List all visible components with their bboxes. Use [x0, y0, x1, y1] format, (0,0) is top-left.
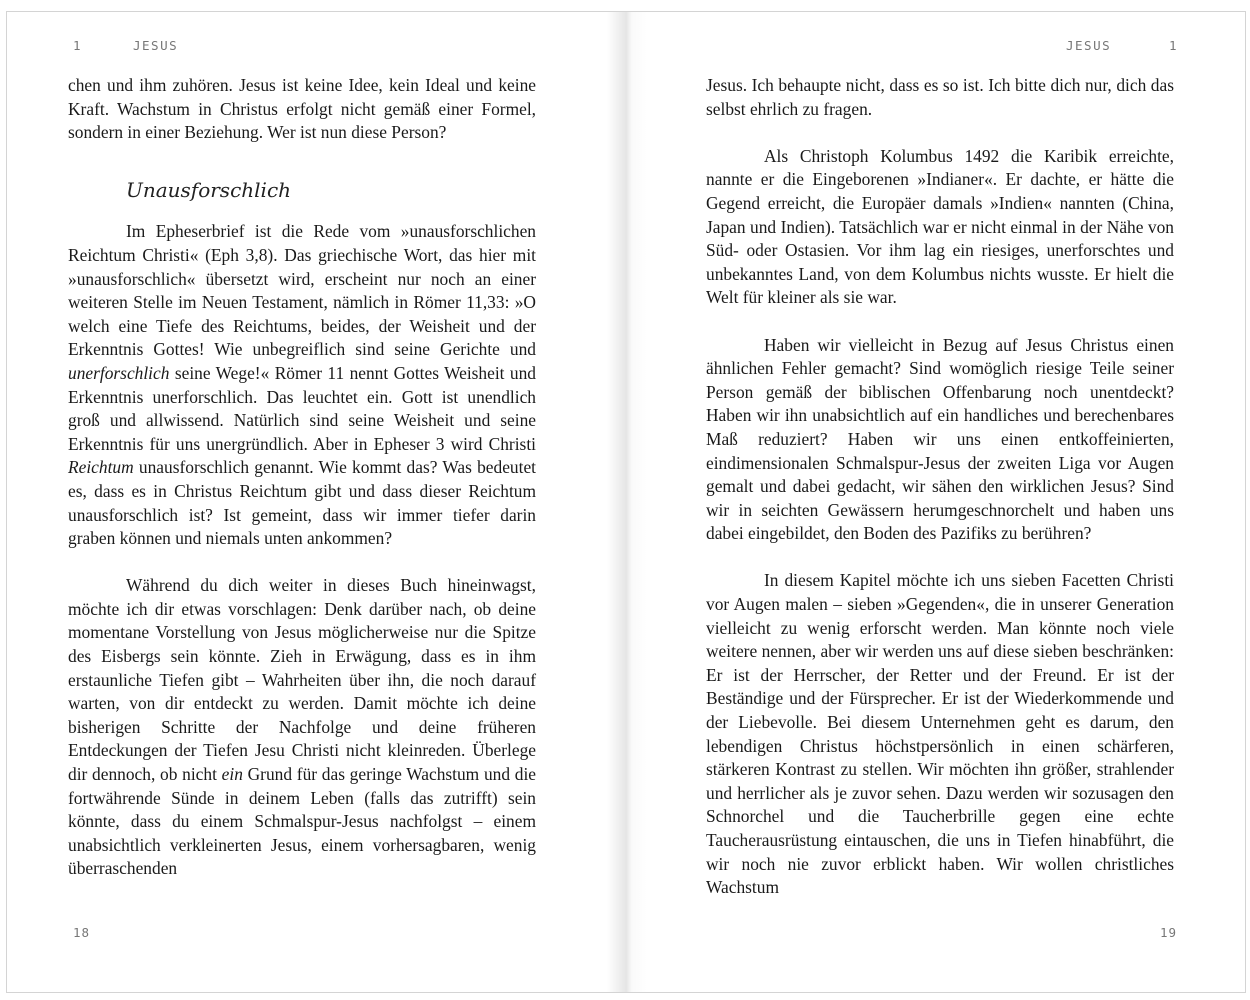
book-gutter-shadow	[607, 12, 647, 992]
right-paragraph-2: Als Christoph Kolumbus 1492 die Karibik erreichte, nannte er die Eingeborenen »Indianer«. Er dachte, er hätte die Gegend erreicht, die Europäer damals »Indien« nannten (China, Japan und Indien). Tatsächlich war er nicht einmal in der Nähe von Süd- oder Ostasien. Vor ihm lag ein riesiges, unerforschtes und unbekanntes Land, von dem Kolumbus nichts wusste. Er hielt die Welt für kleiner als sie war.	[706, 145, 1174, 308]
left-running-head: JESUS	[133, 38, 179, 53]
right-folio: 19	[1160, 925, 1178, 940]
section-heading: Unausforschlich	[126, 177, 292, 202]
right-page-number: 1	[1169, 38, 1179, 53]
right-paragraph-4: In diesem Kapitel möchte ich uns sieben Facetten Christi vor Augen malen – sieben »Gegenden«, die in unserer Generation vielleicht zu wenig erforscht werden. Man könnte noch viele weitere nennen, aber wir werden uns auf diese sieben beschränken: Er ist der Herrscher, der Retter und der Freund. Er ist der Beständige und der Fürsprecher. Er ist der Wiederkommende und der Liebevolle. Bei diesem Unternehmen geht es darum, den lebendigen Christus höchstpersönlich in einen schärferen, stärkeren Kontrast zu stellen. Wir möchten ihn größer, strahlender und herrlicher als je zuvor sehen. Dazu werden wir sozusagen den Schnorchel und die Taucherbrille gegen eine echte Taucherausrüstung eintauschen, die uns in Tiefen hinabführt, die wir noch nie zuvor erblickt haben. Wir wollen christliches Wachstum	[706, 570, 1174, 898]
right-paragraph-3: Haben wir vielleicht in Bezug auf Jesus Christus einen ähnlichen Fehler gemacht? Sind womöglich riesige Teile seiner Person gemäß der biblischen Offenbarung noch unentdeckt? Haben wir ihn unabsichtlich auf ein handliches und berechenbares Maß reduziert? Haben wir uns einen entkoffeinierten, eindimensionalen Schmalspur-Jesus der zweiten Liga vor Augen gemalt und dabei gedacht, wir sähen den wirklichen Jesus? Sind wir in seichten Gewässern herumgeschnorchelt und haben uns dabei eingebildet, den Boden des Pazifiks zu berühren?	[706, 334, 1174, 544]
right-carry-paragraph: Jesus. Ich behaupte nicht, dass es so ist. Ich bitte dich nur, dich das selbst ehrlich zu fragen.	[706, 75, 1174, 119]
left-folio: 18	[73, 925, 91, 940]
left-page-number: 1	[73, 38, 83, 53]
left-carry-paragraph: chen und ihm zuhören. Jesus ist keine Idee, kein Ideal und keine Kraft. Wachstum in Christus erfolgt nicht gemäß einer Formel, sondern in einer Beziehung. Wer ist nun diese Person?	[68, 75, 536, 143]
right-page-body	[706, 74, 1174, 900]
right-running-head: JESUS	[1066, 38, 1112, 53]
left-page-body	[68, 74, 536, 881]
left-paragraph-3: Während du dich weiter in dieses Buch hineinwagst, möchte ich dir etwas vorschlagen: Denk darüber nach, ob deine momentane Vorstellung von Jesus möglicherweise nur die Spitze des Eisbergs sein könnte. Zieh in Erwägung, dass es in ihm erstaunliche Tiefen gibt – Wahrheiten über ihn, die noch darauf warten, von dir entdeckt zu werden. Damit möchte ich deine bisherigen Schritte der Nachfolge und deine früheren Entdeckungen der Tiefen Jesu Christi nicht kleinreden. Überlege dir dennoch, ob nicht ein Grund für das geringe Wachstum und die fortwährende Sünde in deinem Leben (falls das zutrifft) sein könnte, dass du einem Schmalspur-Jesus nachfolgst – einem unabsichtlich verkleinerten Jesus, einem vorhersagbaren, wenig überraschenden	[68, 575, 536, 879]
left-paragraph-2: Im Epheserbrief ist die Rede vom »unausforschlichen Reichtum Christi« (Eph 3,8). Das griechische Wort, das hier mit »unausforschlich« übersetzt wird, erscheint nur noch an einer weiteren Stelle im Neuen Testament, nämlich in Römer 11,33: »O welch eine Tiefe des Reichtums, beides, der Weisheit und der Erkenntnis Gottes! Wie unbegreiflich sind seine Gerichte und unerforschlich seine Wege!« Römer 11 nennt Gottes Weisheit und Erkenntnis unerforschlich. Das leuchtet ein. Gott ist unendlich groß und allwissend. Natürlich sind seine Weisheit und seine Erkenntnis für uns unergründlich. Aber in Epheser 3 wird Christi Reichtum unausforschlich genannt. Wie kommt das? Was bedeutet es, dass es in Christus Reichtum gibt und dass dieser Reichtum unausforschlich ist? Ist gemeint, dass wir immer tiefer darin graben können und niemals unten ankommen?	[68, 221, 536, 549]
